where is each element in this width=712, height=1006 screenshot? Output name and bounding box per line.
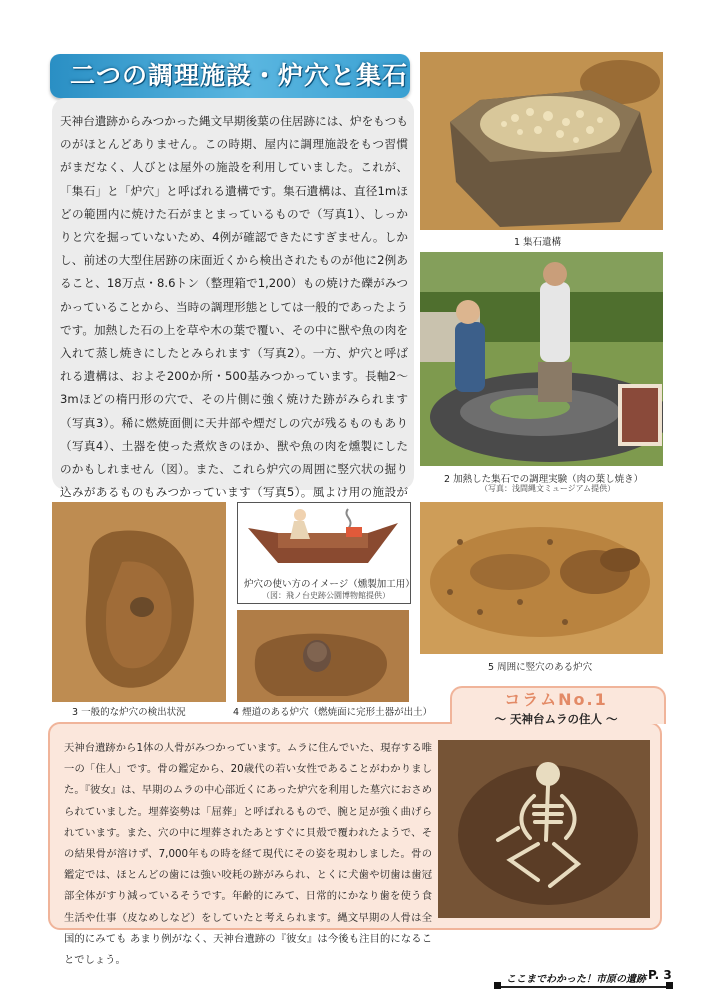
photo2-credit: （写真：浅間縄文ミュージアム提供）: [480, 484, 616, 493]
intro-text: 天神台遺跡からみつかった縄文早期後葉の住居跡には、炉をもつものがほとんどありません。この時期、屋内に調理施設をもつ習慣がまだなく、人びとは屋外の施設を利用していました。これが、「集石」と「炉穴」と呼ばれる遺構です。集石遺構は、直径1mほどの範囲内に焼けた石がまとまっているもので（写真1）、しっかりと穴を掘っていないため、4例が確認できたにすぎません。しかし、前述の大型住居跡の床面近くから検出されたものが他に2例あること、18万点・8.6トン（整理箱で1,200）もの焼けた礫がみつかっていることから、当時の調理形態としては一般的であったようです。加熱した石の上を草や木の葉で覆い、その中に獣や魚の肉を入れて蒸し焼きにしたとみられます（写真2）。一方、炉穴と呼ばれる遺構は、およそ200か所・500基みつかっています。長軸2〜3mほどの楕円形の穴で、その片側に強く焼けた跡がみられます（写真3）。稀に燃焼面側に天井部や煙だしの穴が残るものもあり（写真4）、土器を使った煮炊きのほか、獣や魚の肉を燻製にしたのかもしれません（図）。また、これら炉穴の周囲に竪穴状の掘り込みがあるものもみつかっています（写真5）。風よけ用の施設が: [60, 114, 408, 500]
fig-credit: （図：飛ノ台史跡公園博物館提供）: [262, 591, 390, 600]
photo3-caption: 3 一般的な炉穴の検出状況: [72, 707, 186, 718]
photo-fire-pit: [52, 502, 226, 702]
photo2-caption: 2 加熱した集石での調理実験（肉の葉し焼き）: [444, 474, 644, 485]
photo-cooking-experiment: [420, 252, 663, 466]
page-title: 二つの調理施設・炉穴と集石: [70, 61, 409, 90]
photo4-caption: 4 煙道のある炉穴（燃焼面に完形土器が出土）: [233, 707, 433, 718]
photo5-caption: 5 周囲に竪穴のある炉穴: [488, 662, 593, 673]
fig-caption: 炉穴の使い方のイメージ（燻製加工用）: [244, 579, 415, 590]
column-text: 天神台遺跡から1体の人骨がみつかっています。ムラに住んでいた、現存する唯一の「住人」です。骨の鑑定から、20歳代の若い女性であることがわかりました。『彼女』は、早期のムラの中心部近くにあった炉穴を利用した墓穴におさめられていました。埋葬姿勢は「屈葬」と呼ばれるもので、腕と足が強く曲げられています。また、穴の中に埋葬されたあとすぐに貝殻で覆われたようで、その結果骨が溶けず、7,000年もの時を経て現代にその姿を現わしました。骨の鑑定では、ほとんどの歯には強い咬耗の跡がみられ、とくに犬歯や切歯は歯冠部全体がすり減っているそうです。年齢的にみて、日常的にかなり歯を使う食生活や仕事（皮なめしなど）をしていたと考えられます。縄文早期の人骨は全国的にみても あまり例がなく、天神台遺跡の『彼女』は今後も注目的になることでしょう。: [64, 742, 432, 967]
footer-dot-left: [494, 982, 501, 989]
photo-fire-pit-flue: [237, 610, 409, 702]
photo1-caption: 1 集石遺構: [514, 237, 562, 248]
photo-pit-dugout: [420, 502, 663, 654]
column-subtitle: 〜 天神台ムラの住人 〜: [494, 712, 618, 726]
photo-stone-cluster: [420, 52, 663, 230]
photo-skeleton: [438, 740, 650, 918]
column-title: コラムNo.1: [504, 690, 608, 709]
footer-rule: [498, 986, 668, 988]
footer-brand: ここまでわかった！市原の遺跡: [506, 974, 646, 985]
page-number: P. 3: [648, 968, 672, 982]
footer-dot-right: [666, 982, 673, 989]
